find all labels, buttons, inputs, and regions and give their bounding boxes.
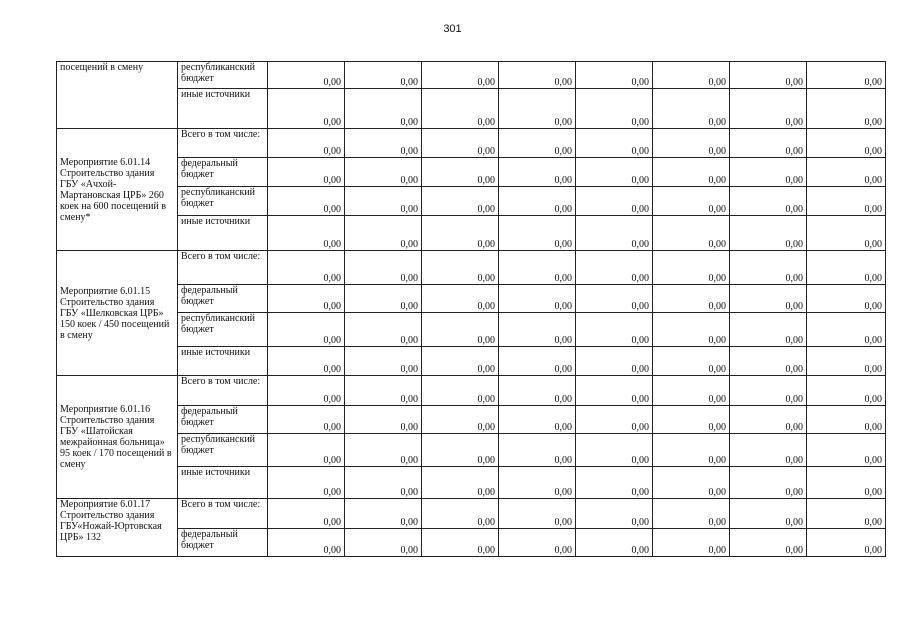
funding-source: республиканский бюджет	[178, 313, 268, 347]
table-row	[57, 406, 886, 434]
amount-cell: 0,00	[345, 216, 422, 251]
table-row	[57, 499, 886, 529]
amount-cell: 0,00	[422, 129, 499, 158]
funding-source: республиканский бюджет	[178, 187, 268, 216]
amount-cell: 0,00	[268, 89, 345, 129]
amount-cell: 0,00	[653, 499, 730, 529]
amount-cell: 0,00	[730, 406, 807, 434]
amount-cell: 0,00	[268, 187, 345, 216]
amount-cell: 0,00	[499, 376, 576, 406]
amount-cell: 0,00	[345, 158, 422, 187]
amount-cell: 0,00	[422, 529, 499, 557]
amount-cell: 0,00	[576, 251, 653, 285]
amount-cell: 0,00	[268, 406, 345, 434]
amount-cell: 0,00	[422, 89, 499, 129]
budget-table	[56, 61, 886, 557]
amount-cell: 0,00	[653, 285, 730, 313]
amount-cell: 0,00	[576, 158, 653, 187]
amount-cell: 0,00	[499, 187, 576, 216]
funding-source: федеральный бюджет	[178, 529, 268, 557]
amount-cell: 0,00	[499, 158, 576, 187]
amount-cell: 0,00	[345, 347, 422, 376]
funding-source: Всего в том числе:	[178, 251, 268, 285]
amount-cell: 0,00	[499, 216, 576, 251]
amount-cell: 0,00	[730, 216, 807, 251]
amount-cell: 0,00	[268, 216, 345, 251]
amount-cell: 0,00	[499, 467, 576, 499]
amount-cell: 0,00	[576, 129, 653, 158]
amount-cell: 0,00	[422, 406, 499, 434]
funding-source: Всего в том числе:	[178, 376, 268, 406]
amount-cell: 0,00	[730, 251, 807, 285]
amount-cell: 0,00	[268, 467, 345, 499]
table-row	[57, 251, 886, 285]
amount-cell: 0,00	[422, 499, 499, 529]
amount-cell: 0,00	[807, 89, 886, 129]
amount-cell: 0,00	[499, 529, 576, 557]
amount-cell: 0,00	[345, 529, 422, 557]
table-row	[57, 313, 886, 347]
amount-cell: 0,00	[422, 376, 499, 406]
funding-source: Всего в том числе:	[178, 129, 268, 158]
amount-cell: 0,00	[499, 89, 576, 129]
amount-cell: 0,00	[807, 529, 886, 557]
measure-name: Мероприятие 6.01.15 Строительство здания ГБУ «Шелковская ЦРБ» 150 коек / 450 посещений в смену	[57, 251, 178, 376]
amount-cell: 0,00	[345, 313, 422, 347]
amount-cell: 0,00	[730, 187, 807, 216]
amount-cell: 0,00	[268, 434, 345, 467]
amount-cell: 0,00	[268, 347, 345, 376]
amount-cell: 0,00	[807, 158, 886, 187]
amount-cell: 0,00	[422, 216, 499, 251]
amount-cell: 0,00	[653, 347, 730, 376]
amount-cell: 0,00	[730, 89, 807, 129]
amount-cell: 0,00	[576, 89, 653, 129]
funding-source: Всего в том числе:	[178, 499, 268, 529]
amount-cell: 0,00	[345, 187, 422, 216]
amount-cell: 0,00	[653, 313, 730, 347]
funding-source: иные источники	[178, 467, 268, 499]
amount-cell: 0,00	[268, 251, 345, 285]
amount-cell: 0,00	[730, 285, 807, 313]
amount-cell: 0,00	[807, 434, 886, 467]
amount-cell: 0,00	[653, 434, 730, 467]
amount-cell: 0,00	[268, 62, 345, 89]
amount-cell: 0,00	[807, 251, 886, 285]
measure-name: посещений в смену	[57, 62, 178, 129]
amount-cell: 0,00	[345, 467, 422, 499]
amount-cell: 0,00	[422, 158, 499, 187]
amount-cell: 0,00	[653, 62, 730, 89]
funding-source: федеральный бюджет	[178, 285, 268, 313]
table-row	[57, 529, 886, 557]
amount-cell: 0,00	[807, 467, 886, 499]
amount-cell: 0,00	[730, 129, 807, 158]
amount-cell: 0,00	[499, 129, 576, 158]
amount-cell: 0,00	[576, 285, 653, 313]
amount-cell: 0,00	[576, 376, 653, 406]
amount-cell: 0,00	[576, 313, 653, 347]
measure-name: Мероприятие 6.01.16 Строительство здания ГБУ «Шатойская межрайонная больница» 95 коек / 170 посещений в смену	[57, 376, 178, 499]
amount-cell: 0,00	[807, 285, 886, 313]
amount-cell: 0,00	[268, 529, 345, 557]
amount-cell: 0,00	[653, 187, 730, 216]
table-row	[57, 62, 886, 89]
table-row	[57, 285, 886, 313]
amount-cell: 0,00	[653, 158, 730, 187]
amount-cell: 0,00	[653, 467, 730, 499]
amount-cell: 0,00	[499, 499, 576, 529]
table-row	[57, 158, 886, 187]
amount-cell: 0,00	[807, 406, 886, 434]
amount-cell: 0,00	[653, 251, 730, 285]
amount-cell: 0,00	[653, 216, 730, 251]
amount-cell: 0,00	[345, 62, 422, 89]
amount-cell: 0,00	[653, 406, 730, 434]
amount-cell: 0,00	[807, 129, 886, 158]
amount-cell: 0,00	[345, 285, 422, 313]
funding-source: республиканский бюджет	[178, 434, 268, 467]
page-number: 301	[443, 23, 462, 35]
amount-cell: 0,00	[422, 347, 499, 376]
amount-cell: 0,00	[730, 529, 807, 557]
funding-source: республиканский бюджет	[178, 62, 268, 89]
amount-cell: 0,00	[807, 376, 886, 406]
amount-cell: 0,00	[730, 158, 807, 187]
amount-cell: 0,00	[730, 376, 807, 406]
amount-cell: 0,00	[576, 62, 653, 89]
amount-cell: 0,00	[422, 313, 499, 347]
amount-cell: 0,00	[345, 406, 422, 434]
amount-cell: 0,00	[422, 251, 499, 285]
amount-cell: 0,00	[576, 529, 653, 557]
table-row	[57, 216, 886, 251]
amount-cell: 0,00	[576, 499, 653, 529]
amount-cell: 0,00	[345, 89, 422, 129]
amount-cell: 0,00	[807, 62, 886, 89]
table-row	[57, 376, 886, 406]
amount-cell: 0,00	[576, 347, 653, 376]
measure-name: Мероприятие 6.01.14 Строительство здания ГБУ «Ачхой-Мартановская ЦРБ» 260 коек на 600 посещений в смену*	[57, 129, 178, 251]
amount-cell: 0,00	[807, 187, 886, 216]
amount-cell: 0,00	[576, 216, 653, 251]
amount-cell: 0,00	[807, 347, 886, 376]
amount-cell: 0,00	[268, 376, 345, 406]
amount-cell: 0,00	[499, 313, 576, 347]
amount-cell: 0,00	[268, 158, 345, 187]
measure-name: Мероприятие 6.01.17 Строительство здания ГБУ«Ножай-Юртовская ЦРБ» 132	[57, 499, 178, 557]
amount-cell: 0,00	[653, 529, 730, 557]
amount-cell: 0,00	[268, 313, 345, 347]
amount-cell: 0,00	[653, 129, 730, 158]
amount-cell: 0,00	[345, 129, 422, 158]
amount-cell: 0,00	[807, 313, 886, 347]
funding-source: иные источники	[178, 89, 268, 129]
table-row	[57, 129, 886, 158]
amount-cell: 0,00	[499, 251, 576, 285]
amount-cell: 0,00	[422, 285, 499, 313]
funding-source: иные источники	[178, 216, 268, 251]
amount-cell: 0,00	[345, 434, 422, 467]
funding-source: федеральный бюджет	[178, 406, 268, 434]
amount-cell: 0,00	[268, 129, 345, 158]
amount-cell: 0,00	[268, 499, 345, 529]
table-row	[57, 89, 886, 129]
amount-cell: 0,00	[499, 285, 576, 313]
amount-cell: 0,00	[576, 467, 653, 499]
amount-cell: 0,00	[422, 187, 499, 216]
amount-cell: 0,00	[422, 467, 499, 499]
table-row	[57, 347, 886, 376]
funding-source: иные источники	[178, 347, 268, 376]
funding-source: федеральный бюджет	[178, 158, 268, 187]
amount-cell: 0,00	[345, 499, 422, 529]
table-row	[57, 434, 886, 467]
amount-cell: 0,00	[499, 434, 576, 467]
amount-cell: 0,00	[499, 62, 576, 89]
amount-cell: 0,00	[499, 406, 576, 434]
amount-cell: 0,00	[345, 251, 422, 285]
amount-cell: 0,00	[807, 216, 886, 251]
amount-cell: 0,00	[268, 285, 345, 313]
table-row	[57, 467, 886, 499]
amount-cell: 0,00	[730, 313, 807, 347]
amount-cell: 0,00	[422, 62, 499, 89]
amount-cell: 0,00	[730, 434, 807, 467]
amount-cell: 0,00	[807, 499, 886, 529]
table-row	[57, 187, 886, 216]
amount-cell: 0,00	[730, 62, 807, 89]
amount-cell: 0,00	[576, 187, 653, 216]
amount-cell: 0,00	[422, 434, 499, 467]
amount-cell: 0,00	[345, 376, 422, 406]
amount-cell: 0,00	[576, 406, 653, 434]
amount-cell: 0,00	[730, 347, 807, 376]
amount-cell: 0,00	[730, 499, 807, 529]
amount-cell: 0,00	[730, 467, 807, 499]
amount-cell: 0,00	[499, 347, 576, 376]
amount-cell: 0,00	[653, 376, 730, 406]
table-body	[57, 62, 886, 557]
amount-cell: 0,00	[653, 89, 730, 129]
amount-cell: 0,00	[576, 434, 653, 467]
